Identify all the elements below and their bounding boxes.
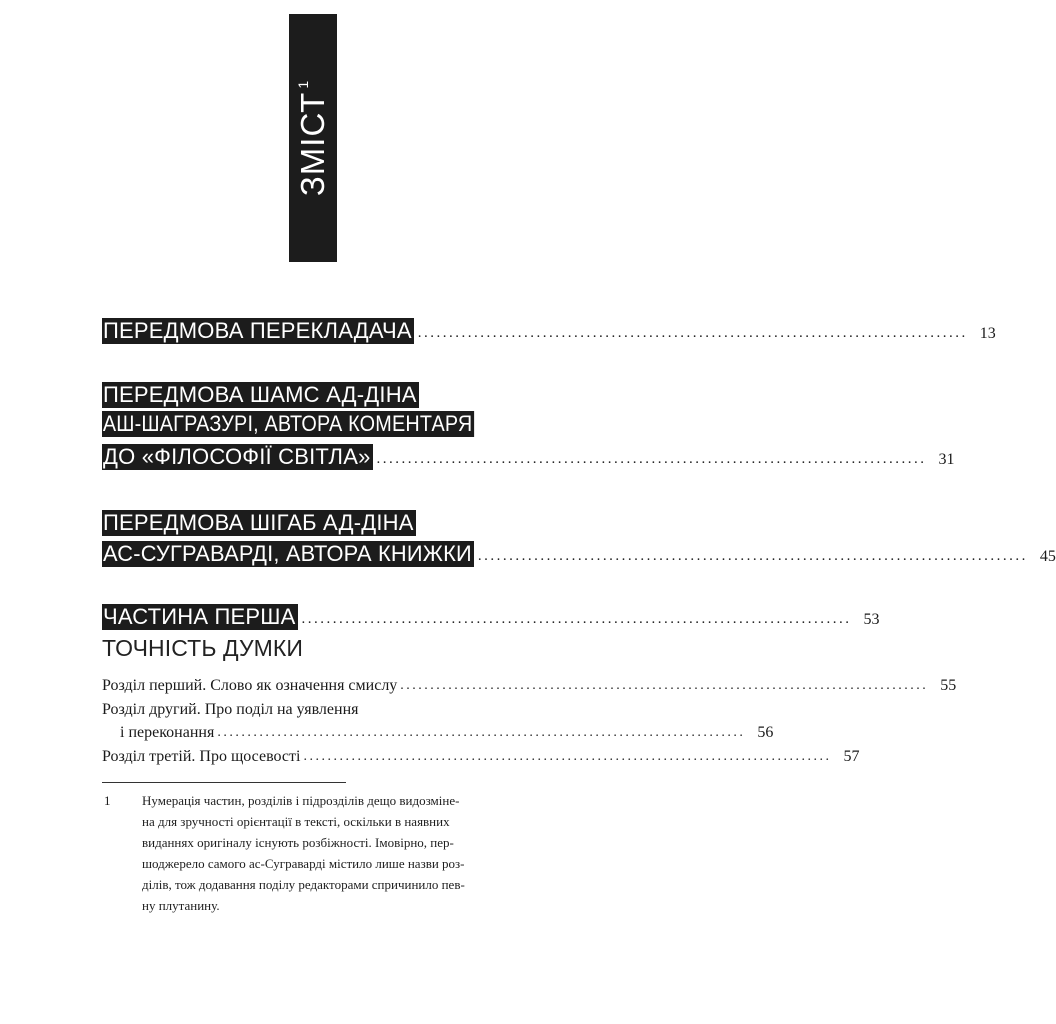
toc-entry-author-preface[interactable]	[102, 537, 1056, 567]
dot-leader: ........................................................................................	[417, 325, 968, 341]
toc-entry-title-line: ПЕРЕДМОВА ШІГАБ АД-ДІНА	[103, 510, 414, 535]
page-number: 13	[979, 325, 996, 342]
toc-entry-title-line: АС-СУГРАВАРДІ, АВТОРА КНИЖКИ	[102, 541, 472, 566]
part-subtitle: ТОЧНІСТЬ ДУМКИ	[102, 635, 304, 661]
toc-chapter-2[interactable]	[120, 723, 774, 743]
dot-leader: ........................................................................................	[376, 451, 927, 467]
toc-entry-title-line: ДО «ФІЛОСОФІЇ СВІТЛА»	[103, 444, 371, 469]
toc-entry-title: ПЕРЕДМОВА ПЕРЕКЛАДАЧА	[103, 318, 412, 343]
page-number: 55	[940, 677, 957, 694]
page-title	[294, 80, 332, 196]
toc-chapter-3[interactable]	[102, 747, 860, 767]
toc-entry-part-one[interactable]	[102, 600, 880, 630]
chapter-title: Розділ перший. Слово як означення смислу	[102, 677, 398, 694]
toc-chapter-1[interactable]	[102, 676, 957, 696]
page-number: 56	[757, 724, 774, 741]
footnote-text	[142, 790, 527, 916]
toc-entry-title-line: ПЕРЕДМОВА ШАМС АД-ДІНА	[103, 382, 417, 407]
dot-leader: ........................................................................................	[301, 611, 852, 627]
toc-entry-title: ЧАСТИНА ПЕРША	[103, 604, 296, 629]
chapter-title: Розділ третій. Про щосевості	[102, 748, 301, 765]
chapter-title: Розділ другий. Про поділ на уявлення	[102, 701, 359, 718]
page-number: 45	[1039, 548, 1056, 565]
toc-entry-title-line: АШ-ШАГРАЗУРІ, АВТОРА КОМЕНТАРЯ	[102, 411, 473, 436]
toc-entry-commentator-preface-head	[102, 382, 419, 408]
dot-leader: ........................................................................................	[400, 678, 929, 693]
toc-entry-commentator-preface[interactable]	[102, 440, 955, 470]
footnote-line: ділів, тож додавання поділу редакторами спричинило пев-	[142, 877, 465, 892]
dot-leader: ........................................................................................	[303, 749, 832, 764]
footnote-line: виданнях оригіналу існують розбіжності. Імовірно, пер-	[142, 835, 454, 850]
page-number: 53	[863, 611, 880, 628]
dot-leader: ........................................................................................	[477, 548, 1028, 564]
toc-entry-author-preface-head	[102, 510, 416, 536]
chapter-title-continuation: і переконання	[120, 724, 215, 741]
page-number: 57	[843, 748, 860, 765]
dot-leader: ........................................................................................	[217, 725, 746, 740]
footnote-line: шоджерело самого ас-Суграварді містило лише назви роз-	[142, 856, 465, 871]
footnote-line: Нумерація частин, розділів і підрозділів дещо видозміне-	[142, 793, 460, 808]
title-footnote-mark[interactable]: 1	[295, 79, 311, 89]
toc-entry-commentator-preface-mid	[102, 411, 474, 437]
page-number: 31	[938, 451, 955, 468]
footnote-number: 1	[104, 793, 111, 808]
footnote-line: ну плутанину.	[142, 898, 220, 913]
footnote-rule	[102, 782, 346, 783]
toc-entry-translator-preface[interactable]	[102, 314, 996, 344]
toc-chapter-2-head[interactable]	[102, 700, 527, 720]
footnote-line: на для зручності орієнтації в тексті, оскільки в наявних	[142, 814, 450, 829]
page-title-text: ЗМІСТ	[294, 91, 331, 197]
